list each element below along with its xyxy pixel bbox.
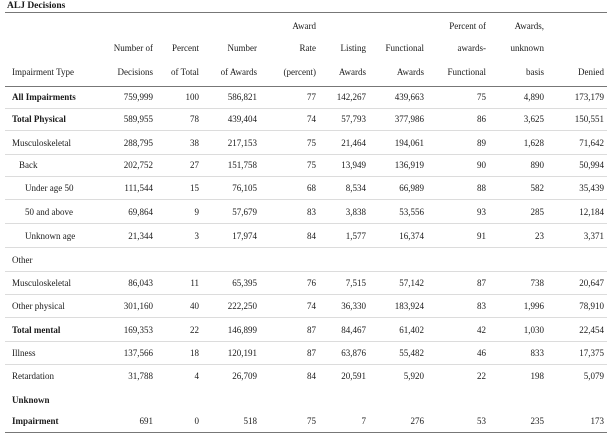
row-label: Under age 50: [25, 183, 74, 193]
column-header-awards-line-1: Number: [227, 43, 257, 53]
cell-denied: 3,371: [583, 231, 604, 241]
column-header-pctfunc-line-1: awards-: [457, 43, 486, 53]
cell-decisions: 69,864: [128, 207, 153, 217]
cell-listing: 3,838: [345, 207, 366, 217]
cell-listing: 7: [361, 416, 366, 426]
column-header-listing-line-1: Listing: [340, 43, 366, 53]
cell-rate: 75: [307, 160, 316, 170]
cell-functional: 439,663: [394, 92, 424, 102]
cell-unknown: 833: [530, 348, 544, 358]
cell-denied: 71,642: [579, 138, 604, 148]
cell-rate: 83: [307, 207, 316, 217]
cell-listing: 36,330: [341, 301, 366, 311]
cell-awards: 26,709: [232, 371, 257, 381]
cell-pctfunc: 90: [477, 160, 486, 170]
row-label: Total mental: [12, 325, 61, 335]
cell-unknown: 198: [530, 371, 544, 381]
cell-denied: 173,179: [574, 92, 604, 102]
cell-awards: 217,153: [227, 138, 257, 148]
top-rule: [5, 12, 607, 13]
cell-listing: 20,591: [341, 371, 366, 381]
row-separator: [5, 364, 607, 365]
row-label: Illness: [12, 348, 36, 358]
column-header-awards-line-2: of Awards: [220, 67, 257, 77]
cell-listing: 7,515: [345, 278, 366, 288]
row-separator: [5, 176, 607, 177]
cell-unknown: 1,996: [523, 301, 544, 311]
cell-unknown: 23: [535, 231, 544, 241]
cell-decisions: 111,544: [124, 183, 153, 193]
cell-pct: 3: [194, 231, 199, 241]
cell-decisions: 86,043: [128, 278, 153, 288]
cell-listing: 142,267: [336, 92, 366, 102]
cell-pctfunc: 42: [477, 325, 486, 335]
column-header-rate-line-0: Award: [292, 21, 316, 31]
row-label: Other physical: [12, 301, 65, 311]
cell-functional: 53,556: [399, 207, 424, 217]
cell-awards: 439,404: [227, 114, 257, 124]
cell-listing: 1,577: [345, 231, 366, 241]
cell-listing: 13,949: [341, 160, 366, 170]
column-header-rate-line-1: Rate: [299, 43, 316, 53]
row-label: Unknown: [12, 395, 50, 405]
cell-decisions: 137,566: [123, 348, 153, 358]
cell-decisions: 691: [139, 416, 153, 426]
cell-listing: 84,467: [341, 325, 366, 335]
cell-decisions: 21,344: [128, 231, 153, 241]
cell-decisions: 301,160: [123, 301, 153, 311]
row-label: Musculoskeletal: [12, 278, 71, 288]
cell-awards: 120,191: [227, 348, 257, 358]
cell-awards: 586,821: [227, 92, 257, 102]
row-separator: [5, 108, 607, 109]
row-label: Back: [19, 160, 38, 170]
cell-pctfunc: 83: [477, 301, 486, 311]
cell-awards: 57,679: [232, 207, 257, 217]
cell-functional: 377,986: [394, 114, 424, 124]
cell-pct: 40: [190, 301, 199, 311]
cell-unknown: 738: [530, 278, 544, 288]
row-separator: [5, 130, 607, 131]
cell-awards: 17,974: [232, 231, 257, 241]
column-header-pct-line-2: of Total: [171, 67, 199, 77]
cell-decisions: 202,752: [123, 160, 153, 170]
column-header-rate-line-2: (percent): [283, 67, 316, 77]
cell-denied: 150,551: [574, 114, 604, 124]
header-rule: [5, 86, 607, 87]
column-header-label-line-2: Impairment Type: [12, 67, 74, 77]
column-header-listing-line-2: Awards: [338, 67, 366, 77]
cell-awards: 146,899: [227, 325, 257, 335]
cell-functional: 66,989: [399, 183, 424, 193]
cell-pct: 78: [190, 114, 199, 124]
cell-denied: 12,184: [579, 207, 604, 217]
row-label: Unknown age: [25, 231, 76, 241]
bottom-rule: [5, 432, 607, 433]
row-label: Musculoskeletal: [12, 138, 71, 148]
cell-rate: 76: [307, 278, 316, 288]
cell-unknown: 4,890: [523, 92, 544, 102]
cell-pctfunc: 93: [477, 207, 486, 217]
cell-pctfunc: 89: [477, 138, 486, 148]
column-header-decisions-line-2: Decisions: [117, 67, 153, 77]
cell-pctfunc: 88: [477, 183, 486, 193]
cell-awards: 222,250: [227, 301, 257, 311]
cell-functional: 5,920: [403, 371, 424, 381]
column-header-functional-line-2: Awards: [396, 67, 424, 77]
column-header-pctfunc-line-0: Percent of: [449, 21, 486, 31]
cell-awards: 518: [243, 416, 257, 426]
cell-decisions: 288,795: [123, 138, 153, 148]
cell-functional: 57,142: [399, 278, 424, 288]
cell-decisions: 169,353: [123, 325, 153, 335]
column-header-denied-line-2: Denied: [578, 67, 604, 77]
cell-rate: 68: [307, 183, 316, 193]
cell-functional: 194,061: [394, 138, 424, 148]
cell-unknown: 285: [530, 207, 544, 217]
row-separator: [5, 223, 607, 224]
cell-listing: 8,534: [345, 183, 366, 193]
cell-pct: 18: [190, 348, 199, 358]
cell-rate: 87: [307, 348, 316, 358]
cell-unknown: 582: [530, 183, 544, 193]
cell-awards: 76,105: [232, 183, 257, 193]
row-separator: [5, 341, 607, 342]
column-header-pctfunc-line-2: Functional: [447, 67, 486, 77]
cell-functional: 183,924: [394, 301, 424, 311]
cell-pctfunc: 91: [477, 231, 486, 241]
cell-pct: 38: [190, 138, 199, 148]
column-header-unknown-line-0: Awards,: [514, 21, 544, 31]
cell-functional: 55,482: [399, 348, 424, 358]
cell-rate: 74: [307, 114, 316, 124]
column-header-pct-line-1: Percent: [172, 43, 199, 53]
cell-pctfunc: 86: [477, 114, 486, 124]
row-label: All Impairments: [12, 92, 76, 102]
cell-denied: 78,910: [579, 301, 604, 311]
cell-rate: 87: [307, 325, 316, 335]
column-header-unknown-line-2: basis: [526, 67, 544, 77]
row-separator: [5, 294, 607, 295]
cell-functional: 61,402: [399, 325, 424, 335]
cell-rate: 75: [307, 416, 316, 426]
cell-pct: 100: [185, 92, 199, 102]
cell-decisions: 759,999: [123, 92, 153, 102]
cell-unknown: 3,625: [523, 114, 544, 124]
cell-pct: 9: [194, 207, 199, 217]
cell-unknown: 1,628: [523, 138, 544, 148]
column-header-decisions-line-1: Number of: [113, 43, 153, 53]
cell-denied: 50,994: [579, 160, 604, 170]
cell-rate: 84: [307, 371, 316, 381]
cell-denied: 20,647: [579, 278, 604, 288]
row-label: 50 and above: [25, 207, 73, 217]
cell-rate: 74: [307, 301, 316, 311]
cell-denied: 173: [590, 416, 604, 426]
row-separator: [5, 271, 607, 272]
cell-denied: 35,439: [579, 183, 604, 193]
cell-pct: 11: [190, 278, 199, 288]
cell-rate: 77: [307, 92, 316, 102]
cell-denied: 5,079: [583, 371, 604, 381]
row-label: Retardation: [12, 371, 54, 381]
cell-decisions: 589,955: [123, 114, 153, 124]
column-header-functional-line-1: Functional: [385, 43, 424, 53]
cell-denied: 22,454: [579, 325, 604, 335]
cell-pctfunc: 87: [477, 278, 486, 288]
cell-unknown: 1,030: [523, 325, 544, 335]
cell-awards: 151,758: [227, 160, 257, 170]
cell-listing: 57,793: [341, 114, 366, 124]
cell-listing: 21,464: [341, 138, 366, 148]
cell-pct: 4: [194, 371, 199, 381]
cell-unknown: 235: [530, 416, 544, 426]
cell-pctfunc: 46: [477, 348, 486, 358]
cell-functional: 136,919: [394, 160, 424, 170]
cell-awards: 65,395: [232, 278, 257, 288]
row-separator: [5, 154, 607, 155]
row-label: Impairment: [12, 416, 59, 426]
cell-functional: 276: [410, 416, 424, 426]
cell-denied: 17,375: [579, 348, 604, 358]
cell-pct: 27: [190, 160, 199, 170]
cell-functional: 16,374: [399, 231, 424, 241]
row-separator: [5, 247, 607, 248]
cell-pct: 22: [190, 325, 199, 335]
cell-pctfunc: 53: [477, 416, 486, 426]
row-separator: [5, 199, 607, 200]
cell-rate: 75: [307, 138, 316, 148]
document-title: ALJ Decisions: [7, 1, 66, 11]
cell-pctfunc: 22: [477, 371, 486, 381]
cell-unknown: 890: [530, 160, 544, 170]
cell-pct: 15: [190, 183, 199, 193]
cell-decisions: 31,788: [128, 371, 153, 381]
cell-listing: 63,876: [341, 348, 366, 358]
row-label: Other: [12, 255, 33, 265]
cell-pct: 0: [194, 416, 199, 426]
row-separator: [5, 317, 607, 318]
column-header-unknown-line-1: unknown: [510, 43, 544, 53]
cell-pctfunc: 75: [477, 92, 486, 102]
cell-rate: 84: [307, 231, 316, 241]
row-label: Total Physical: [12, 114, 66, 124]
